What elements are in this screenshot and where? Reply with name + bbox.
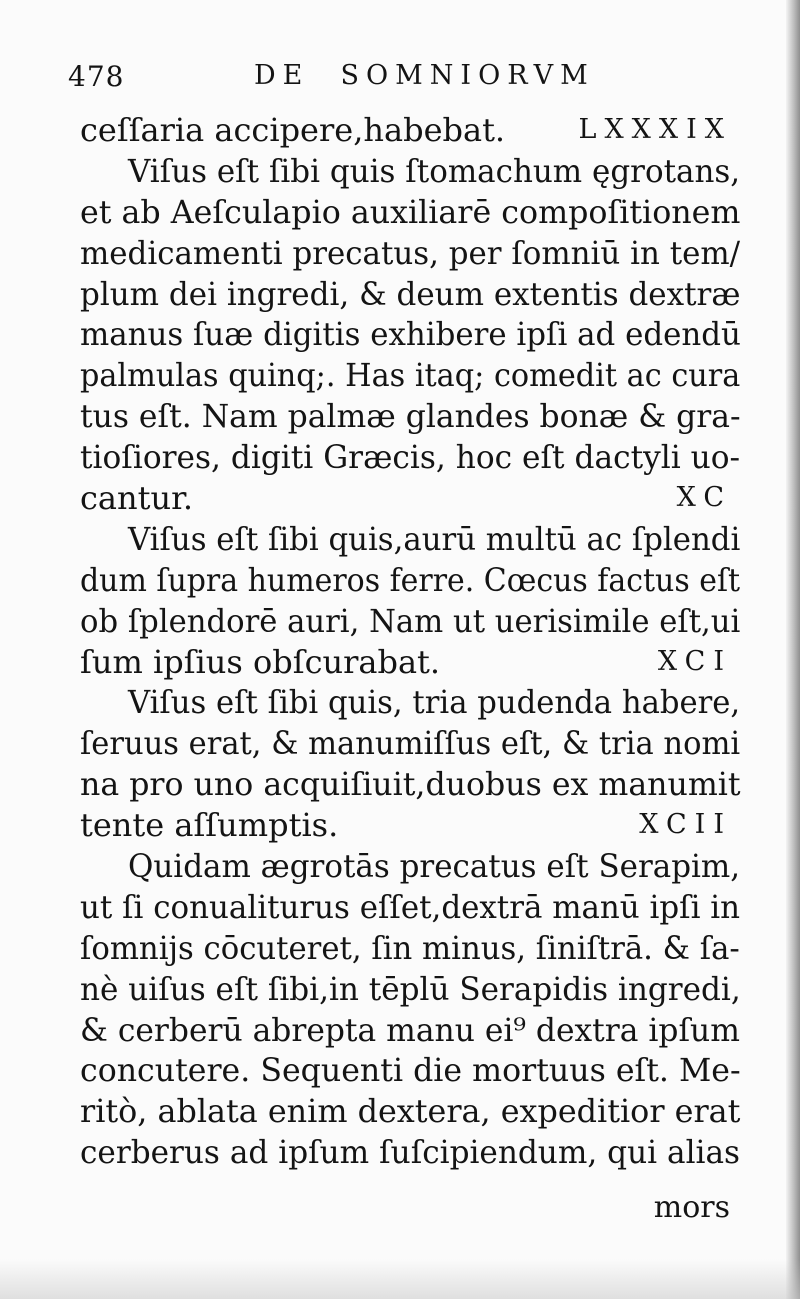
line-text: Viſus eſt ſibi quis, tria pudenda habere, bbox=[128, 683, 741, 722]
chapter-number: XCI bbox=[657, 645, 732, 677]
line-text: ſomnijs cōcuteret, ſin minus, ſiniſtrā. & ſa- bbox=[80, 928, 740, 967]
text-line bbox=[80, 1050, 740, 1091]
line-text: Quidam ægrotās precatus eſt Serapim, bbox=[128, 847, 741, 886]
text-line bbox=[80, 601, 740, 642]
text-line bbox=[80, 1010, 740, 1051]
line-text: ſum ipſius obſcurabat. bbox=[80, 642, 441, 681]
text-line bbox=[80, 519, 740, 560]
line-text: ritò, ablata enim dextera, expeditior erat bbox=[80, 1092, 741, 1131]
line-text: medicamenti precatus, per ſomniū in tem/ bbox=[80, 233, 741, 272]
line-text: Viſus eſt ſibi quis ſtomachum ęgrotans, bbox=[128, 151, 741, 190]
running-head bbox=[68, 60, 736, 104]
text-line bbox=[80, 314, 740, 355]
line-text: cantur. bbox=[80, 479, 194, 518]
text-line bbox=[80, 355, 740, 396]
text-line bbox=[80, 192, 740, 233]
text-line bbox=[80, 928, 740, 969]
line-text: & cerberū abrepta manu ei⁹ dextra ipſum bbox=[80, 1010, 740, 1049]
text-line bbox=[80, 723, 740, 764]
page-bottom-shade bbox=[0, 1259, 800, 1299]
line-text: dum ſupra humeros ferre. Cœcus factus eſt bbox=[80, 560, 741, 599]
line-text: tioſiores, digiti Græcis, hoc eſt dactyli uo- bbox=[80, 438, 741, 477]
chapter-number: XCII bbox=[639, 809, 732, 841]
text-line bbox=[80, 642, 740, 683]
line-text: ceſſaria accipere,habebat. bbox=[80, 111, 506, 149]
line-text: nè uiſus eſt ſibi,in tēplū Serapidis ingredi, bbox=[80, 969, 741, 1008]
text-line bbox=[80, 110, 740, 151]
line-text: tus eſt. Nam palmæ glandes bonæ & gra- bbox=[80, 397, 741, 436]
text-line bbox=[80, 682, 740, 723]
page-number: 478 bbox=[68, 60, 125, 93]
line-text: concutere. Sequenti die mortuus eſt. Me- bbox=[80, 1051, 741, 1090]
text-line bbox=[80, 437, 740, 478]
text-line bbox=[80, 151, 740, 192]
line-text: manus ſuæ digitis exhibere ipſi ad edendū bbox=[80, 315, 741, 354]
text-line bbox=[80, 396, 740, 437]
text-line bbox=[80, 969, 740, 1010]
text-line bbox=[80, 560, 740, 601]
line-text: tente aſſumptis. bbox=[80, 806, 339, 845]
line-text: plum dei ingredi, & deum extentis dextræ bbox=[80, 274, 741, 313]
catchword: mors bbox=[653, 1190, 730, 1225]
page-edge-shadow bbox=[786, 0, 800, 1299]
text-line bbox=[80, 233, 740, 274]
chapter-number: XC bbox=[676, 482, 732, 514]
line-text: ob ſplendorē auri, Nam ut uerisimile eſt,ui bbox=[80, 601, 741, 640]
line-text: et ab Aeſculapio auxiliarē compoſitionem bbox=[80, 192, 741, 231]
line-text: palmulas quinq;. Has itaq; comedit ac cura bbox=[80, 356, 741, 395]
text-line bbox=[80, 1132, 740, 1173]
text-line bbox=[80, 478, 740, 519]
text-line bbox=[80, 846, 740, 887]
text-block bbox=[80, 110, 740, 1173]
text-line bbox=[80, 887, 740, 928]
chapter-number: LXXXIX bbox=[578, 114, 732, 145]
text-line bbox=[80, 805, 740, 846]
line-text: ut ſi conualiturus eſſet,dextrā manū ipſi in bbox=[80, 887, 741, 926]
text-line bbox=[80, 274, 740, 315]
running-head-title: DE SOMNIORVM bbox=[254, 60, 595, 91]
line-text: Viſus eſt ſibi quis,aurū multū ac ſplendi bbox=[128, 519, 741, 558]
line-text: na pro uno acquiſiuit,duobus ex manumit bbox=[80, 765, 741, 804]
line-text: ſeruus erat, & manumiſſus eſt, & tria nomi bbox=[80, 724, 741, 763]
line-text: cerberus ad ipſum ſuſcipiendum, qui alias bbox=[80, 1133, 740, 1172]
text-line bbox=[80, 764, 740, 805]
text-line bbox=[80, 1091, 740, 1132]
